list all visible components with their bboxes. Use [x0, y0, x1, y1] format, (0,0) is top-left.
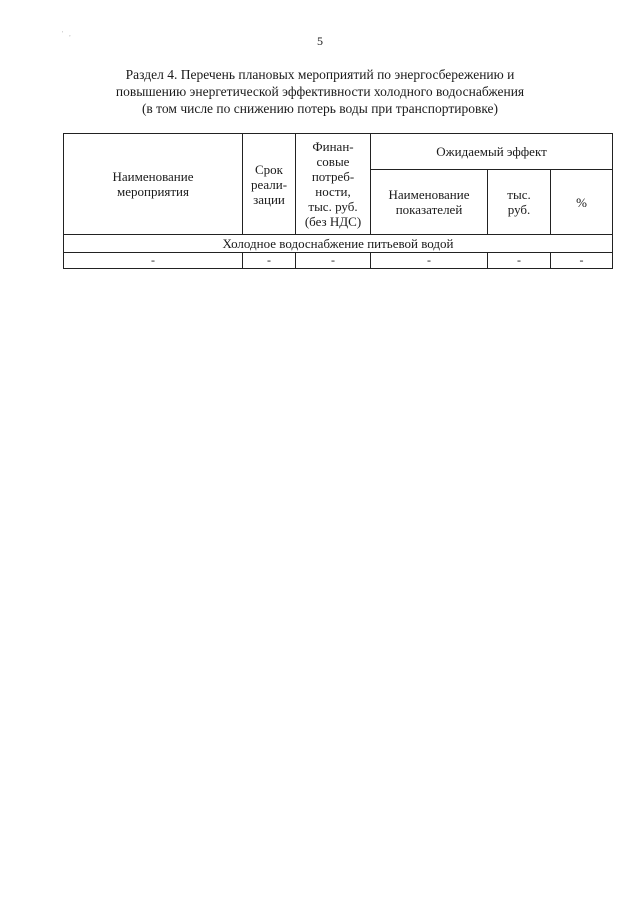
cell-finance: - [296, 253, 371, 269]
header-indicator-name: Наименование показателей [371, 170, 488, 235]
heading-line-1: Раздел 4. Перечень плановых мероприятий по энергосбережению и [125, 67, 515, 82]
cell-indicator: - [371, 253, 488, 269]
cell-percent: - [551, 253, 613, 269]
cell-measure-name: - [64, 253, 243, 269]
cell-thousand-rub: - [488, 253, 551, 269]
header-finance: Финан- совые потреб- ности, тыс. руб. (без НДС) [296, 134, 371, 235]
section-heading [60, 66, 580, 117]
header-percent: % [551, 170, 613, 235]
table-row [64, 253, 613, 269]
header-measure-name: Наименование мероприятия [64, 134, 243, 235]
header-expected-effect: Ожидаемый эффект [371, 134, 613, 170]
section-title-row: Холодное водоснабжение питьевой водой [64, 235, 613, 253]
measures-table [63, 133, 613, 269]
cell-term: - [243, 253, 296, 269]
scan-mark: ' , [62, 30, 73, 38]
heading-line-2: повышению энергетической эффективности холодного водоснабжения [115, 84, 525, 99]
page-number: 5 [317, 34, 323, 48]
heading-line-3: (в том числе по снижению потерь воды при транспортировке) [141, 101, 499, 116]
header-term: Срок реали- зации [243, 134, 296, 235]
header-thousand-rub: тыс. руб. [488, 170, 551, 235]
